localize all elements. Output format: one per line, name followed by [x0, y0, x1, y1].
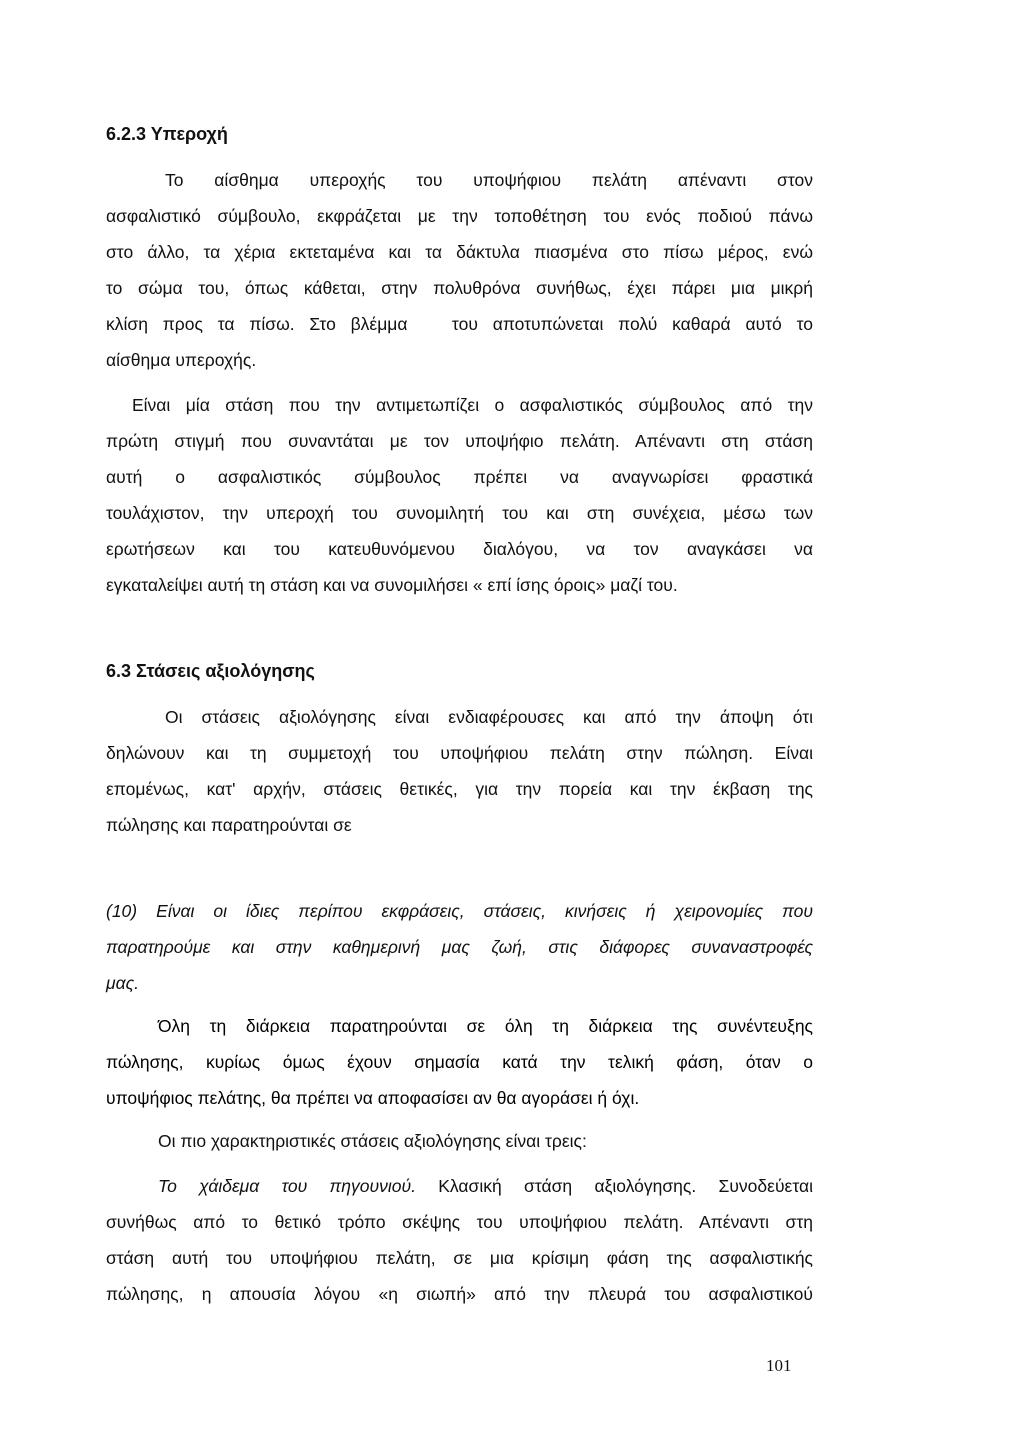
footnote-line: μας. [106, 973, 139, 993]
paragraph-line: ερωτήσεων και του κατευθυνόμενου διαλόγου, να τον αναγκάσει να [106, 539, 813, 559]
paragraph-line: στο άλλο, τα χέρια εκτεταμένα και τα δάκτυλα πιασμένα στο πίσω μέρος, ενώ [106, 242, 813, 262]
italic-lead: Το χάιδεμα του πηγουνιού. [158, 1176, 416, 1196]
paragraph-line: Οι στάσεις αξιολόγησης είναι ενδιαφέρουσες και από την άποψη ότι [165, 707, 813, 727]
paragraph-line: κλίση προς τα πίσω. Στο βλέμμα του αποτυπώνεται πολύ καθαρά αυτό το [106, 314, 813, 334]
paragraph-line: Οι πιο χαρακτηριστικές στάσεις αξιολόγησης είναι τρεις: [158, 1131, 587, 1151]
paragraph-line: στάση αυτή του υποψήφιου πελάτη, σε μια κρίσιμη φάση της ασφαλιστικής [106, 1248, 813, 1268]
page-number: 101 [766, 1356, 792, 1375]
first-line-rest: Κλασική στάση αξιολόγησης. Συνοδεύεται [415, 1176, 813, 1196]
paragraph-line: πώλησης και παρατηρούνται σε [106, 815, 352, 835]
section-title-63: 6.3 Στάσεις αξιολόγησης [106, 661, 315, 681]
paragraph-line: πώλησης, κυρίως όμως έχουν σημασία κατά την τελική φάση, όταν ο [106, 1052, 813, 1072]
footnote-line: (10) Είναι οι ίδιες περίπου εκφράσεις, στάσεις, κινήσεις ή χειρονομίες που [106, 901, 813, 921]
section-title-623: 6.2.3 Υπεροχή [106, 124, 228, 144]
paragraph-line: πώλησης, η απουσία λόγου «η σιωπή» από την πλευρά του ασφαλιστικού [106, 1284, 813, 1304]
paragraph-line: Είναι μία στάση που την αντιμετωπίζει ο ασφαλιστικός σύμβουλος από την [132, 395, 813, 415]
paragraph-line: επομένως, κατ' αρχήν, στάσεις θετικές, για την πορεία και την έκβαση της [106, 779, 813, 799]
paragraph-first-line [158, 1175, 813, 1197]
paragraph-line: εγκαταλείψει αυτή τη στάση και να συνομιλήσει « επί ίσης όροις» μαζί του. [106, 575, 678, 595]
paragraph-line: τουλάχιστον, την υπεροχή του συνομιλητή του και στη συνέχεια, μέσω των [106, 503, 813, 523]
paragraph-line: δηλώνουν και τη συμμετοχή του υποψήφιου πελάτη στην πώληση. Είναι [106, 743, 813, 763]
paragraph-line: ασφαλιστικό σύμβουλο, εκφράζεται με την τοποθέτηση του ενός ποδιού πάνω [106, 206, 813, 226]
paragraph-line: το σώμα του, όπως κάθεται, στην πολυθρόνα συνήθως, έχει πάρει μια μικρή [106, 278, 813, 298]
paragraph-line: πρώτη στιγμή που συναντάται με τον υποψήφιο πελάτη. Απέναντι στη στάση [106, 431, 813, 451]
paragraph-line: Το αίσθημα υπεροχής του υποψήφιου πελάτη απέναντι στον [165, 170, 813, 190]
paragraph-line: αυτή ο ασφαλιστικός σύμβουλος πρέπει να αναγνωρίσει φραστικά [106, 467, 813, 487]
footnote-line: παρατηρούμε και στην καθημερινή μας ζωή, στις διάφορες συναναστροφές [106, 937, 813, 957]
paragraph-line: αίσθημα υπεροχής. [106, 350, 257, 370]
paragraph-line: συνήθως από το θετικό τρόπο σκέψης του υποψήφιου πελάτη. Απέναντι στη [106, 1212, 813, 1232]
paragraph-line: υποψήφιος πελάτης, θα πρέπει να αποφασίσει αν θα αγοράσει ή όχι. [106, 1088, 640, 1108]
paragraph-line: Όλη τη διάρκεια παρατηρούνται σε όλη τη διάρκεια της συνέντευξης [158, 1016, 813, 1036]
